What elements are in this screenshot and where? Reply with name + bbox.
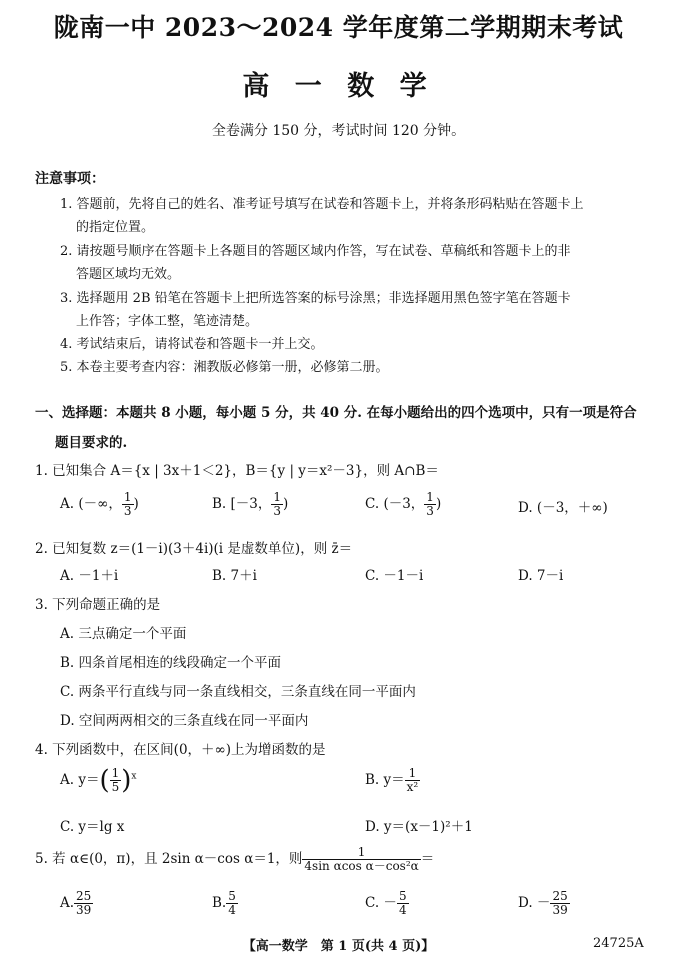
numerator: 25 <box>552 889 568 903</box>
q2-option-c: C. －1－i <box>365 568 424 584</box>
option-label: A. <box>60 496 75 512</box>
q3-option-a: A. 三点确定一个平面 <box>60 626 187 642</box>
question-1-stem: 1. 已知集合 A＝{x | 3x＋1＜2}，B＝{y | y＝x²－3}，则 A∩B＝ <box>35 463 439 479</box>
score-info: 全卷满分 150 分，考试时间 120 分钟。 <box>211 123 466 139</box>
subject-title: 高 一 数 学 <box>242 71 435 102</box>
q1-option-d: D. (－3，＋∞) <box>518 500 608 516</box>
numerator: 1 <box>302 846 420 860</box>
exponent: x <box>131 771 137 782</box>
interval-left: [－3， <box>230 496 272 512</box>
notice-item: 1. 答题前，先将自己的姓名、准考证号填写在试卷和答题卡上，并将条形码粘贴在答题卡上 <box>60 197 584 212</box>
option-label: C. <box>365 496 380 512</box>
notice-item: 答题区域均无效。 <box>76 267 181 282</box>
interval-right: ) <box>435 496 442 512</box>
denominator: 5 <box>111 780 120 794</box>
fraction <box>302 846 420 873</box>
numerator: 1 <box>405 767 421 781</box>
stem-text: 5. 若 α∈(0，π)，且 2sin α－cos α＝1，则 <box>35 851 303 867</box>
section-heading: 一、选择题：本题共 8 小题，每小题 5 分，共 40 分. 在每小题给出的四个选项中，只有一项是符合 <box>35 405 637 421</box>
notice-item: 3. 选择题用 2B 铅笔在答题卡上把所选答案的标号涂黑；非选择题用黑色签字笔在答题卡 <box>60 291 571 306</box>
q2-option-d: D. 7－i <box>518 568 564 584</box>
denominator: 4 <box>398 903 407 917</box>
fraction <box>271 491 283 518</box>
interval-right: ) <box>283 496 289 512</box>
notice-item: 上作答；字体工整，笔迹清楚。 <box>76 314 259 329</box>
option-label: B. <box>212 895 227 911</box>
option-label: B. <box>212 496 227 512</box>
q5-option-c <box>365 890 409 917</box>
fraction <box>110 767 122 794</box>
q2-option-a: A. －1＋i <box>60 568 119 584</box>
option-label: A. <box>60 895 75 911</box>
numerator: 1 <box>111 766 120 780</box>
q5-option-b <box>212 890 238 917</box>
exam-code: 24725A <box>593 936 644 951</box>
interval-left: (－∞， <box>78 496 122 512</box>
notice-heading: 注意事项： <box>35 171 105 187</box>
fraction <box>122 491 134 518</box>
numerator: 1 <box>426 490 434 504</box>
denominator: 3 <box>273 504 282 518</box>
numerator: 1 <box>123 490 132 504</box>
option-label: A. y＝ <box>60 772 100 788</box>
denominator: 4 <box>228 903 236 917</box>
interval-right: ) <box>133 496 139 512</box>
fraction <box>397 890 409 917</box>
paren-right: ) <box>121 765 132 796</box>
fraction <box>226 890 238 917</box>
question-2-stem: 2. 已知复数 z＝(1－i)(3＋4i)(i 是虚数单位)，则 z̄＝ <box>35 541 353 557</box>
question-5-stem <box>35 846 434 873</box>
q4-option-d: D. y＝(x－1)²＋1 <box>365 819 473 835</box>
q3-option-b: B. 四条首尾相连的线段确定一个平面 <box>60 655 282 671</box>
q5-option-d <box>518 890 570 917</box>
denominator: 3 <box>123 504 132 518</box>
q1-option-b <box>212 491 288 518</box>
exam-title: 陇南一中 2023～2024 学年度第二学期期末考试 <box>53 13 624 42</box>
option-label: B. y＝ <box>365 772 405 788</box>
paren-left: ( <box>99 765 110 796</box>
denominator: x² <box>406 780 419 794</box>
page-footer: 【高一数学 第 1 页(共 4 页)】 <box>242 939 435 954</box>
question-4-stem: 4. 下列函数中，在区间(0，＋∞)上为增函数的是 <box>35 742 326 758</box>
notice-item: 的指定位置。 <box>76 220 155 235</box>
q5-option-a <box>60 890 93 917</box>
denominator: 3 <box>426 504 434 518</box>
notice-item: 4. 考试结束后，请将试卷和答题卡一并上交。 <box>60 337 324 352</box>
fraction <box>550 890 569 917</box>
option-label: D. － <box>518 895 551 911</box>
q3-option-c: C. 两条平行直线与同一条直线相交，三条直线在同一平面内 <box>60 684 416 700</box>
notice-item: 2. 请按题号顺序在答题卡上各题目的答题区域内作答，写在试卷、草稿纸和答题卡上的非 <box>60 244 571 259</box>
q2-option-b: B. 7＋i <box>212 568 257 584</box>
q4-option-c: C. y＝lg x <box>60 819 125 835</box>
q1-option-c <box>365 491 441 518</box>
q3-option-d: D. 空间两两相交的三条直线在同一平面内 <box>60 713 309 729</box>
q1-option-a <box>60 491 139 518</box>
fraction <box>424 491 436 518</box>
q4-option-a <box>60 767 137 794</box>
numerator: 25 <box>76 889 92 903</box>
question-3-stem: 3. 下列命题正确的是 <box>35 597 161 613</box>
q4-option-b <box>365 767 420 794</box>
denominator: 39 <box>552 903 568 917</box>
fraction <box>405 767 421 794</box>
numerator: 5 <box>398 889 407 903</box>
notice-item: 5. 本卷主要考查内容：湘教版必修第一册，必修第二册。 <box>60 360 389 375</box>
denominator: 4sin αcos α－cos²α <box>304 859 419 873</box>
interval-left: (－3， <box>383 496 425 512</box>
fraction <box>74 890 93 917</box>
numerator: 5 <box>228 889 236 903</box>
numerator: 1 <box>273 490 282 504</box>
denominator: 39 <box>76 903 92 917</box>
option-label: C. － <box>365 895 397 911</box>
section-heading-cont: 题目要求的. <box>55 435 128 451</box>
stem-end: ＝ <box>420 851 435 867</box>
